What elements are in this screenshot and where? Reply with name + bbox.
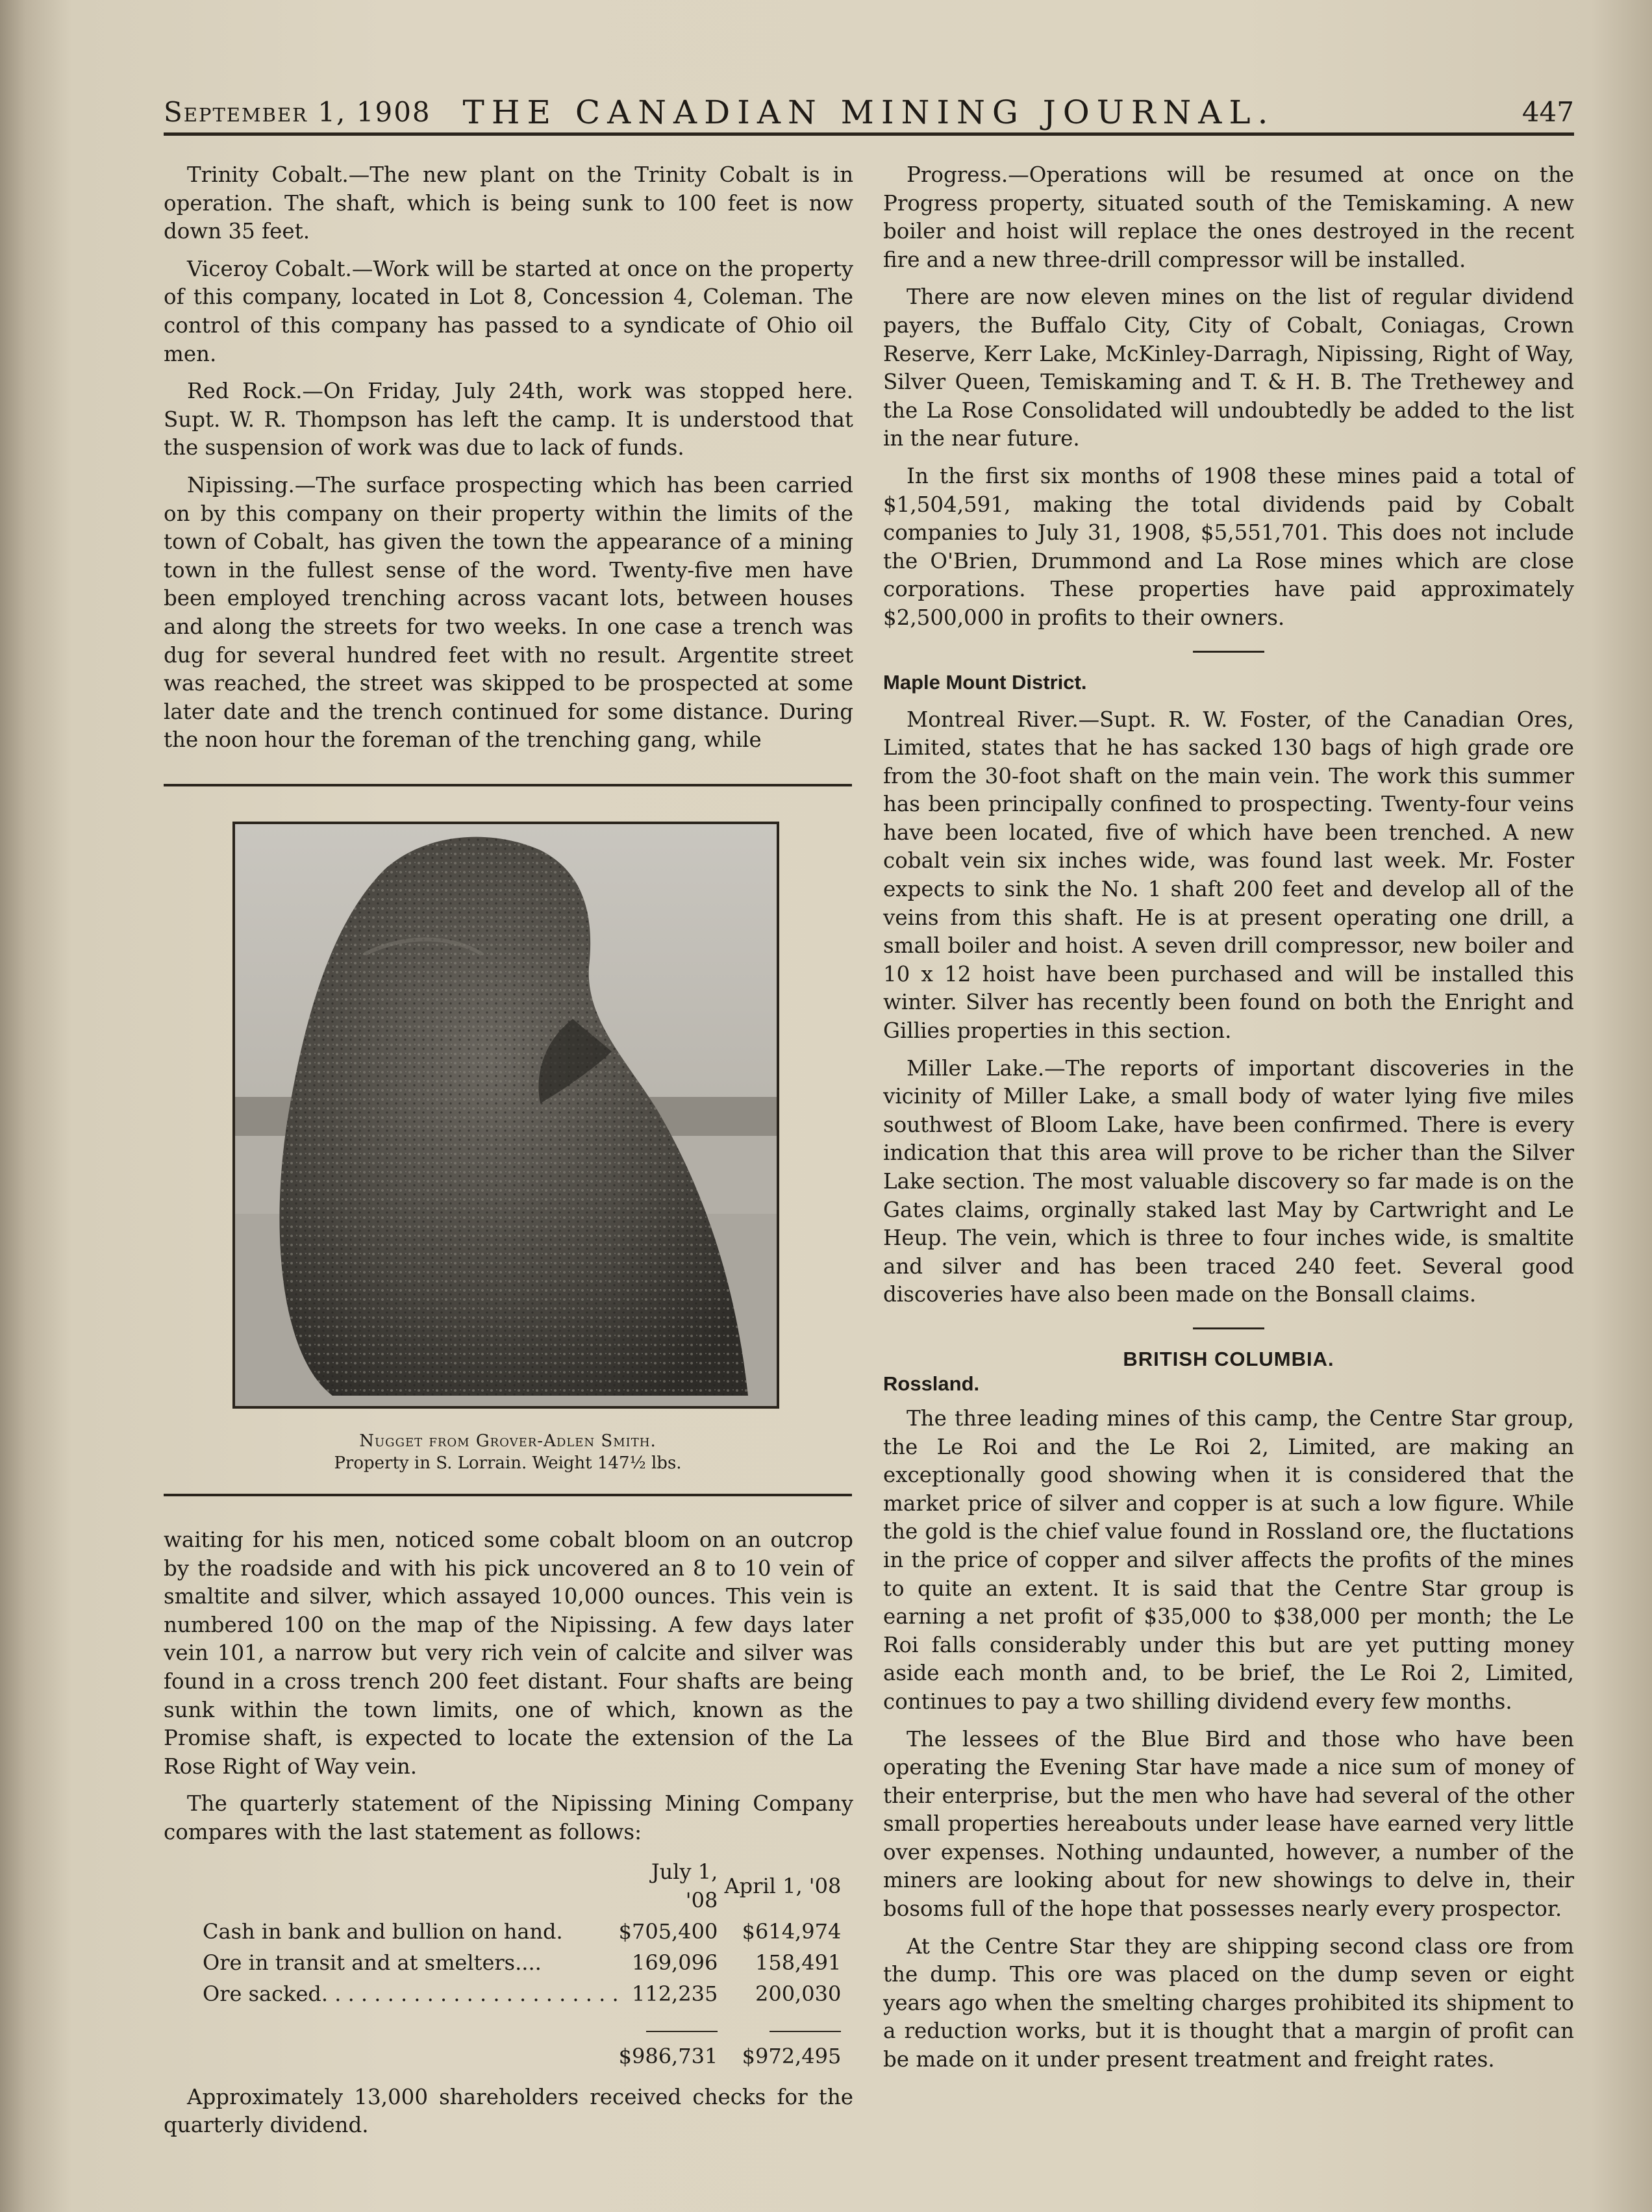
right-column xyxy=(883,161,1574,2083)
paragraph-quarterly-statement: The quarterly statement of the Nipissing Mining Company compares with the last statement as follows: xyxy=(164,1791,853,1844)
paragraph-shareholders: Approximately 13,000 shareholders received checks for the quarterly dividend. xyxy=(164,2084,853,2138)
row-label: Ore in transit and at smelters.... xyxy=(203,1950,542,1975)
running-header xyxy=(164,91,1574,132)
heading-rossland: Rossland. xyxy=(883,1372,980,1395)
cell-july: 112,235 xyxy=(631,1981,718,2006)
cell-july: $705,400 xyxy=(618,1918,718,1944)
row-label: Ore sacked. . . . . . . . . . . . . . . . . . . . . . . xyxy=(203,1981,619,2006)
paragraph-rossland-mines: The three leading mines of this camp, the Centre Star group, the Le Roi and the Le Roi 2, Limited, are making an exceptionally good showing when it is considered that the market price of silver and copper is at such a low figure. While the gold is the chief value found in Rossland ore, the fluctations in the price of copper and silver affects the profits of the mines to quite an extent. It is said that the Centre Star group is earning a net profit of $35,000 to $38,000 per month; the Le Roi falls considerably under this but are yet putting money aside each month and, to be brief, the Le Roi 2, Limited, continues to pay a two shilling dividend every few months. xyxy=(883,1405,1574,1714)
column-header-april: April 1, '08 xyxy=(724,1873,842,1898)
cell-april: 158,491 xyxy=(755,1950,842,1975)
figure-caption xyxy=(164,1430,852,1474)
heading-british-columbia: BRITISH COLUMBIA. xyxy=(1123,1347,1334,1370)
cell-july: 169,096 xyxy=(631,1950,718,1975)
column-header-july: July 1, '08 xyxy=(651,1859,718,1913)
section-divider xyxy=(1193,651,1264,653)
figure-bottom-rule xyxy=(164,1494,852,1496)
nugget-photograph xyxy=(232,822,779,1409)
sum-rule xyxy=(770,2031,841,2032)
paragraph-lessees: The lessees of the Blue Bird and those who have been operating the Evening Star have made a nice sum of money of their enterprise, but the men who have had several of the other small properties hereabouts under lease have earned very little over expenses. Nothing undaunted, however, a number of the miners are looking about for new showings to delve in, their bosoms full of the hope that possesses nearly every prospector. xyxy=(883,1726,1574,1922)
nugget-image xyxy=(235,824,777,1406)
cell-april: $614,974 xyxy=(742,1918,842,1944)
section-divider xyxy=(1193,1327,1264,1329)
table-row xyxy=(203,1916,841,1947)
row-label: Cash in bank and bullion on hand. xyxy=(203,1918,563,1944)
paragraph-viceroy-cobalt: Viceroy Cobalt.—Work will be started at once on the property of this company, located in Lot 8, Concession 4, Coleman. The control of this company has passed to a syndicate of Ohio oil men. xyxy=(164,256,853,366)
paragraph-trinity-cobalt: Trinity Cobalt.—The new plant on the Trinity Cobalt is in operation. The shaft, which is being sunk to 100 feet is now down 35 feet. xyxy=(164,162,853,244)
caption-detail: Property in S. Lorrain. Weight 147½ lbs. xyxy=(334,1453,682,1473)
paragraph-nipissing-cont: waiting for his men, noticed some cobalt bloom on an outcrop by the roadside and with his pick uncovered an 8 to 10 vein of smaltite and silver, which assayed 10,000 ounces. This vein is numbered 100 on the map of the Nipissing. A few days later vein 101, a narrow but very rich vein of calcite and silver was found in a cross trench 200 feet distant. Four shafts are being sunk within the town limits, one of which, known as the Promise shaft, is expected to locate the extension of the La Rose Right of Way vein. xyxy=(164,1527,853,1779)
total-april: $972,495 xyxy=(742,2043,842,2068)
paragraph-red-rock: Red Rock.—On Friday, July 24th, work was stopped here. Supt. W. R. Thompson has left the camp. It is understood that the suspension of work was due to lack of funds. xyxy=(164,379,853,460)
table-row xyxy=(203,1947,841,1978)
paragraph-miller-lake: Miller Lake.—The reports of important discoveries in the vicinity of Miller Lake, a small body of water lying five miles southwest of Bloom Lake, have been confirmed. There is every indication that this area will prove to be richer than the Silver Lake section. The most valuable discovery so far made is on the Gates claims, orginally staked last May by Cartwright and Le Heup. The vein, which is three to four inches wide, is smaltite and silver and has been traced 240 feet. Several good discoveries have also been made on the Bonsall claims. xyxy=(883,1055,1574,1307)
paragraph-progress: Progress.—Operations will be resumed at once on the Progress property, situated south of the Temiskaming. A new boiler and hoist will replace the ones destroyed in the recent fire and a new three-drill compressor will be installed. xyxy=(883,162,1574,272)
cell-april: 200,030 xyxy=(755,1981,842,2006)
caption-title: Nugget from Grover-Adlen Smith. xyxy=(359,1431,657,1451)
heading-maple-mount: Maple Mount District. xyxy=(883,670,1087,694)
sum-rule xyxy=(646,2031,718,2032)
journal-title: THE CANADIAN MINING JOURNAL. xyxy=(462,94,1275,131)
left-column-lower xyxy=(164,1526,853,2149)
header-date: September 1, 1908 xyxy=(164,96,431,128)
left-column-upper xyxy=(164,161,853,764)
total-july: $986,731 xyxy=(618,2043,718,2068)
header-rule xyxy=(164,132,1574,136)
quarterly-statement-table xyxy=(203,1856,841,2072)
paragraph-dividend-payers: There are now eleven mines on the list of regular dividend payers, the Buffalo City, City of Cobalt, Coniagas, Crown Reserve, Kerr Lake, McKinley-Darragh, Nipissing, Right of Way, Silver Queen, Temiskaming and T. & H. B. The Trethewey and the La Rose Consolidated will undoubtedly be added to the list in the near future. xyxy=(883,284,1574,451)
paragraph-centre-star: At the Centre Star they are shipping second class ore from the dump. This ore was placed on the dump seven or eight years ago when the smelting charges prohibited its shipment to a reduction works, but it is thought that a margin of profit can be made on it under present treatment and freight rates. xyxy=(883,1933,1574,2072)
figure-top-rule xyxy=(164,784,852,786)
paragraph-dividends-1908: In the first six months of 1908 these mines paid a total of $1,504,591, making the total dividends paid by Cobalt companies to July 31, 1908, $5,551,701. This does not include the O'Brien, Drummond and La Rose mines which are close corporations. These properties have paid approximately $2,500,000 in profits to their owners. xyxy=(883,463,1574,630)
total-row xyxy=(203,2041,841,2072)
page-number: 447 xyxy=(1521,96,1574,128)
table-row xyxy=(203,1978,841,2009)
paragraph-nipissing: Nipissing.—The surface prospecting which has been carried on by this company on their property within the limits of the town of Cobalt, has given the town the appearance of a mining town in the fullest sense of the word. Twenty-five men have been employed trenching across vacant lots, between houses and along the streets for two weeks. In one case a trench was dug for several hundred feet with no result. Argentite street was reached, the street was skipped to be prospected at some later date and the trench continued for some distance. During the noon hour the foreman of the trenching gang, while xyxy=(164,472,853,753)
sum-rule-row xyxy=(203,2009,841,2041)
table-header-row xyxy=(203,1856,841,1916)
paragraph-montreal-river: Montreal River.—Supt. R. W. Foster, of the Canadian Ores, Limited, states that he has sacked 130 bags of high grade ore from the 30-foot shaft on the main vein. The work this summer has been principally confined to prospecting. Twenty-four veins have been located, five of which have been trenched. A new cobalt vein six inches wide, was found last week. Mr. Foster expects to sink the No. 1 shaft 200 feet and develop all of the veins from this shaft. He is at present operating one drill, a small boiler and hoist. A seven drill compressor, new boiler and 10 x 12 hoist have been purchased and will be installed this winter. Silver has recently been found on both the Enright and Gillies properties in this section. xyxy=(883,707,1574,1044)
